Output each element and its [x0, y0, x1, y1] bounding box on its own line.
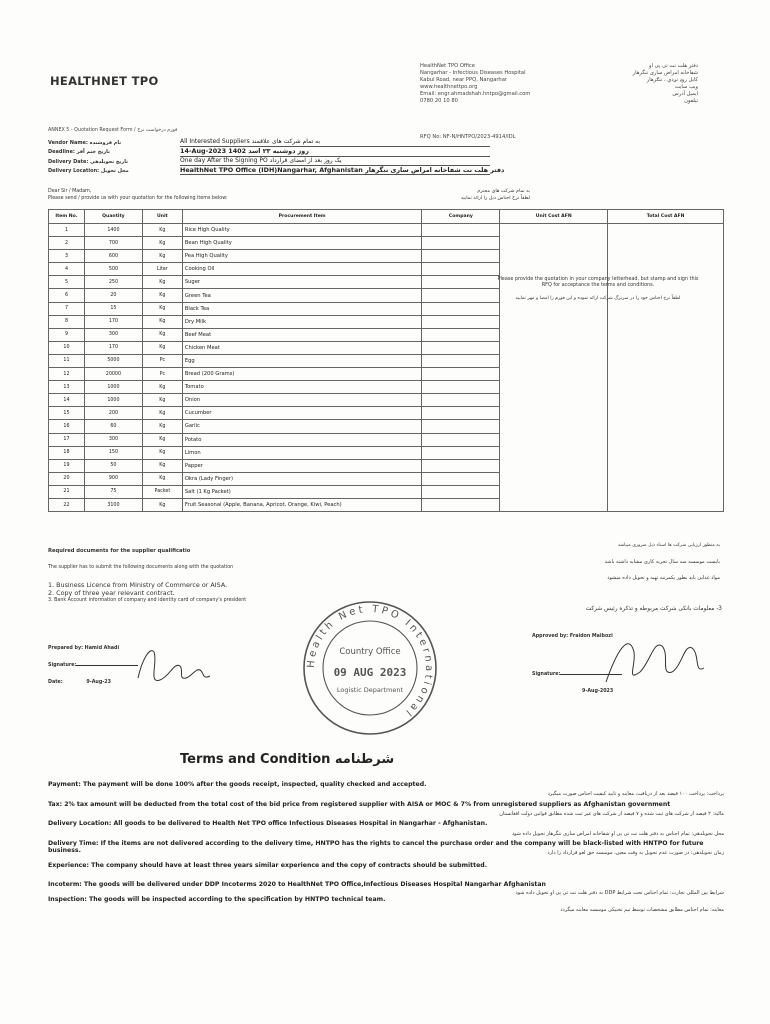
address-line: ویب سایت	[674, 84, 698, 90]
address-line: دفتر هلت نت تی پی او	[648, 63, 698, 69]
item-number-cell: 20	[49, 472, 85, 485]
delivery-location-label: Delivery Location: محل تحویل	[48, 167, 129, 174]
item-description-cell: Egg	[182, 354, 422, 367]
quantity-cell: 170	[84, 341, 142, 354]
payment-term-dari: پرداخت: پرداخت ۱۰۰ فیصد بعد از دریافت، معاینه و تایید کیفیت اجناس صورت میگیرد	[547, 791, 724, 797]
item-number-cell: 21	[49, 485, 85, 498]
address-english	[420, 63, 550, 105]
column-header: Unit	[142, 210, 182, 224]
rfq-reference: RFQ No: NF-N/HNTPO/2023-4914/IDL	[420, 134, 516, 140]
address-line: شفاخانه امراض ساری ننگرهار	[632, 70, 698, 76]
item-description-cell: Garlic	[182, 420, 422, 433]
company-cell[interactable]	[422, 263, 500, 276]
company-cell[interactable]	[422, 472, 500, 485]
quantity-cell: 150	[84, 446, 142, 459]
delivery-location-field[interactable]: HealthNet TPO Office (IDH)Nangarhar, Afghanistan دفتر هلت نت شفاخانه امراض ساری ننگرهار	[180, 165, 505, 174]
unit-cell: Kg	[142, 224, 182, 237]
address-line: کابل روډ نږدې ، ننګرهار	[646, 77, 698, 83]
item-description-cell: Pea High Quality	[182, 250, 422, 263]
item-description-cell: Okra (Lady Finger)	[182, 472, 422, 485]
company-cell[interactable]	[422, 289, 500, 302]
tax-term: Tax: 2% tax amount will be deducted from the total cost of the bid price from registered supplier with AISA or MOC & 7% from unregistered suppliers as Afghanistan government	[48, 801, 671, 808]
quantity-cell: 500	[84, 263, 142, 276]
country-office-stamp	[300, 598, 440, 738]
website-link[interactable]: www.healthnettpo.org	[420, 84, 478, 90]
company-cell[interactable]	[422, 394, 500, 407]
quantity-cell: 300	[84, 433, 142, 446]
quantity-cell: 3100	[84, 498, 142, 511]
item-number-cell: 12	[49, 368, 85, 381]
unit-cell: Kg	[142, 498, 182, 511]
meta-labels	[48, 139, 168, 176]
unit-cell: Kg	[142, 407, 182, 420]
quantity-cell: 20000	[84, 368, 142, 381]
item-description-cell: Potato	[182, 433, 422, 446]
unit-cell: Kg	[142, 315, 182, 328]
item-number-cell: 2	[49, 237, 85, 250]
item-number-cell: 18	[49, 446, 85, 459]
item-description-cell: Rice High Quality	[182, 224, 422, 237]
company-cell[interactable]	[422, 485, 500, 498]
quantity-cell: 60	[84, 420, 142, 433]
company-cell[interactable]	[422, 381, 500, 394]
company-cell[interactable]	[422, 498, 500, 511]
date-value: 9-Aug-2023	[582, 689, 614, 694]
meta-values	[180, 138, 505, 175]
delivery-date-field[interactable]: One day After the Signing PO یک روز بعد از امضای قرارداد	[180, 157, 490, 166]
company-cell[interactable]	[422, 433, 500, 446]
stamp-date: 09 AUG 2023	[333, 666, 407, 679]
table-row	[49, 224, 724, 237]
quantity-cell: 250	[84, 276, 142, 289]
item-description-cell: Chicken Meat	[182, 341, 422, 354]
salutation-line: Please send / provide us with your quotation for the following items below:	[48, 196, 228, 201]
delivery-time-term: Delivery Time: If the items are not delivered according to the delivery time, HNTPO has the rights to cancel the purchase order and the company will be black-listed with HNTPO for future business.	[48, 840, 704, 854]
address-line: تیلفون	[684, 98, 698, 104]
item-number-cell: 22	[49, 498, 85, 511]
stamp-ring-text: Health Net TPO International	[305, 603, 435, 720]
inspection-term: Inspection: The goods will be inspected according to the specification by HNTPO technical team.	[48, 896, 386, 903]
delivery-location-term: Delivery Location: All goods to be delivered to Health Net TPO office Infectious Diseases Hospital in Nangarhar - Afghanistan.	[48, 820, 488, 827]
salutation-dari	[400, 188, 530, 202]
item-number-cell: 9	[49, 328, 85, 341]
date-label: Date:	[48, 680, 63, 685]
approved-by-label: Approved by: Fraidon Maibozi	[532, 634, 613, 639]
item-number-cell: 6	[49, 289, 85, 302]
company-cell[interactable]	[422, 250, 500, 263]
logo-text: HEALTHNET TPO	[50, 74, 159, 88]
item-number-cell: 11	[49, 354, 85, 367]
signature-scribble-left	[130, 640, 220, 695]
quantity-cell: 50	[84, 459, 142, 472]
phone-number: 0780 20 10 80	[420, 98, 458, 104]
item-number-cell: 14	[49, 394, 85, 407]
company-cell[interactable]	[422, 368, 500, 381]
salutation-line: Dear Sir / Madam,	[48, 189, 92, 194]
company-cell[interactable]	[422, 224, 500, 237]
unit-cell: Kg	[142, 289, 182, 302]
unit-cell: Kg	[142, 250, 182, 263]
item-description-cell: Salt (1 Kg Packet)	[182, 485, 422, 498]
incoterm-term: Incoterm: The goods will be delivered under DDP Incoterms 2020 to HealthNet TPO Office,Infectious Diseases Hospital Nangarhar Afghanistan	[48, 881, 546, 888]
item-description-cell: Black Tea	[182, 302, 422, 315]
salutation	[48, 188, 227, 202]
unit-cell: Kg	[142, 341, 182, 354]
salutation-line: به تمام شرکت های محترم	[477, 189, 530, 194]
unit-cell: Kg	[142, 302, 182, 315]
quantity-cell: 700	[84, 237, 142, 250]
date-value: 9-Aug-23	[86, 680, 111, 685]
unit-cell: Kg	[142, 472, 182, 485]
item-number-cell: 1	[49, 224, 85, 237]
incoterm-term-dari: شرایط بین المللی تجارت: تمام اجناس تحت شرایط DDP به دفتر هلت نت تی پی او تحویل داده شود	[515, 890, 724, 896]
column-header: Company	[422, 210, 500, 224]
item-number-cell: 5	[49, 276, 85, 289]
company-cell[interactable]	[422, 237, 500, 250]
item-description-cell: Papper	[182, 459, 422, 472]
quantity-cell: 1000	[84, 394, 142, 407]
item-description-cell: Dry Milk	[182, 315, 422, 328]
letterhead-note-dari: لطفاً نرخ اجناس خود را در سربرگ شرکت ارائه نموده و این فورم را امضا و مهر نمایید	[515, 296, 681, 301]
item-description-cell: Fruit Seasonal (Apple, Banana, Apricot, Orange, Kiwi, Peach)	[182, 498, 422, 511]
required-docs-intro: The supplier has to submit the following documents along with the quotation	[48, 565, 234, 570]
item-description-cell: Cooking Oil	[182, 263, 422, 276]
vendor-name-label: Vendor Name: نام فروشنده	[48, 140, 122, 146]
required-docs-title: Required documents for the supplier qualificatio	[48, 548, 191, 554]
item-number-cell: 16	[49, 420, 85, 433]
quantity-cell: 200	[84, 407, 142, 420]
item-description-cell: Onion	[182, 394, 422, 407]
prepared-by-label: Prepared by: Hamid Ahadi	[48, 646, 120, 651]
quantity-cell: 900	[84, 472, 142, 485]
company-cell[interactable]	[422, 459, 500, 472]
letterhead-note: Please provide the quotation in your company letterhead, but stamp and sign this RFQ for acceptance the terms and conditions.	[497, 276, 699, 289]
experience-term: Experience: The company should have at least three years similar experience and the copy of contracts should be submitted.	[48, 862, 488, 869]
column-header: Item No.	[49, 210, 85, 224]
stamp-department: Logistic Department	[336, 686, 404, 694]
list-item: 1. Business Licence from Ministry of Commerce or AISA.	[48, 581, 228, 589]
unit-cell: Kg	[142, 420, 182, 433]
item-description-cell: Tomato	[182, 381, 422, 394]
experience-requirement-dari: بایست موسسه سه سال تجربه کاری مشابه داشته باشد	[604, 559, 720, 565]
list-item: 2. Copy of three year relevant contract.	[48, 589, 175, 598]
item-description-cell: Limon	[182, 446, 422, 459]
unit-cell: Packet	[142, 485, 182, 498]
total-cost-cell[interactable]	[608, 224, 724, 512]
company-cell[interactable]	[422, 420, 500, 433]
signature-label: Signature:	[532, 672, 561, 677]
quantity-cell: 75	[84, 485, 142, 498]
payment-term: Payment: The payment will be done 100% after the goods receipt, inspected, quality checked and accepted.	[48, 781, 427, 788]
address-line: Kabul Road, near PPQ, Nangarhar	[420, 77, 508, 83]
item-number-cell: 8	[49, 315, 85, 328]
item-number-cell: 7	[49, 302, 85, 315]
item-number-cell: 13	[49, 381, 85, 394]
company-cell[interactable]	[422, 446, 500, 459]
quantity-cell: 170	[84, 315, 142, 328]
item-number-cell: 15	[49, 407, 85, 420]
salutation-line: لطفاً نرخ اجناس ذیل را ارائه نمایید	[460, 196, 530, 201]
stamp-office: Country Office	[339, 647, 401, 657]
quantity-cell: 15	[84, 302, 142, 315]
deadline-field[interactable]: 14-Aug-2023 1402 روز دوشنبه ۲۳ اسد	[180, 147, 490, 156]
unit-cell: Kg	[142, 381, 182, 394]
item-number-cell: 10	[49, 341, 85, 354]
column-header: Procurement Item	[182, 210, 422, 224]
quantity-cell: 20	[84, 289, 142, 302]
table-header-row	[49, 210, 724, 224]
column-header: Unit Cost AFN	[500, 210, 608, 224]
unit-cell: Kg	[142, 433, 182, 446]
company-cell[interactable]	[422, 354, 500, 367]
address-dari	[588, 63, 698, 105]
quantity-cell: 300	[84, 328, 142, 341]
unit-cell: Kg	[142, 276, 182, 289]
item-number-cell: 4	[49, 263, 85, 276]
company-cell[interactable]	[422, 407, 500, 420]
unit-cell: Kg	[142, 237, 182, 250]
delivery-time-term-dari: زمان تحویلدهی: در صورت عدم تحویل به وقت معین، موسسه حق لغو قرارداد را دارد	[547, 850, 724, 856]
vendor-name-field[interactable]: All Interested Suppliers به تمام شرکت های علاقمند	[180, 138, 490, 147]
unit-cell: Kg	[142, 328, 182, 341]
address-line: ایمیل آدرس	[672, 91, 698, 97]
item-number-cell: 17	[49, 433, 85, 446]
company-cell[interactable]	[422, 341, 500, 354]
quantity-cell: 5000	[84, 354, 142, 367]
company-cell[interactable]	[422, 315, 500, 328]
unit-cost-cell[interactable]	[500, 224, 608, 512]
unit-cell: Pc	[142, 368, 182, 381]
list-item: 3. Bank Account information of company and identity card of company's president	[48, 598, 247, 604]
signature-scribble-right	[600, 632, 710, 692]
item-number-cell: 19	[49, 459, 85, 472]
healthnet-logo	[50, 74, 159, 88]
item-description-cell: Cucumber	[182, 407, 422, 420]
signature-label: Signature:	[48, 663, 77, 668]
unit-cell: Kg	[142, 394, 182, 407]
item-description-cell: Bread (200 Grams)	[182, 368, 422, 381]
unit-cell: Liter	[142, 263, 182, 276]
annex-title: ANNEX 5 - Quotation Request Form / فورم درخواست نرخ	[48, 128, 178, 133]
unit-cell: Kg	[142, 459, 182, 472]
delivery-date-label: Delivery Date: تاریخ تحویلدهی	[48, 158, 128, 165]
company-cell[interactable]	[422, 328, 500, 341]
item-description-cell: Suger	[182, 276, 422, 289]
tax-term-dari: مالیه: ۲ فیصد از شرکت های ثبت شده و ۷ فیصد از شرکت های غیر ثبت شده مطابق قوانین دولت افغانستان	[499, 811, 724, 817]
company-cell[interactable]	[422, 302, 500, 315]
item-description-cell: Green Tea	[182, 289, 422, 302]
unit-cell: Kg	[142, 446, 182, 459]
procurement-items-table	[48, 209, 724, 512]
email-link[interactable]: Email: engr.ahmadshah.hntpo@gmail.com	[420, 91, 531, 97]
item-description-cell: Beef Meat	[182, 328, 422, 341]
column-header: Quantity	[84, 210, 142, 224]
column-header: Total Cost AFN	[608, 210, 724, 224]
inspection-term-dari: معاینه: تمام اجناس مطابق مشخصات توسط تیم تخنیکی موسسه معاینه میگردد	[560, 907, 724, 913]
quantity-cell: 1000	[84, 381, 142, 394]
required-docs-list	[48, 581, 246, 606]
address-line: Nangarhar - Infectious Diseases Hospital	[420, 70, 526, 76]
company-cell[interactable]	[422, 276, 500, 289]
bank-info-requirement-dari: 3- معلومات بانکی شرکت مربوطه و تذکره رئیس شرکت	[585, 606, 722, 612]
terms-title: Terms and Condition شرطنامه	[180, 752, 395, 767]
quantity-cell: 1400	[84, 224, 142, 237]
address-line: HealthNet TPO Office	[420, 63, 475, 69]
item-number-cell: 3	[49, 250, 85, 263]
item-description-cell: Bean High Quality	[182, 237, 422, 250]
delivery-requirement-dari: مواد غذایی باید بطور یکمرتبه تهیه و تحویل داده میشود	[607, 575, 720, 581]
required-docs-dari: به منظور ارزیابی شرکت ها اسناد ذیل ضروری میباشد	[617, 543, 720, 548]
delivery-location-term-dari: محل تحویلدهی: تمام اجناس به دفتر هلت نت تی پی او شفاخانه امراض ساری ننگرهار تحویل داده شود	[511, 831, 724, 837]
unit-cell: Pc	[142, 354, 182, 367]
quantity-cell: 600	[84, 250, 142, 263]
deadline-label: Deadline: تاریخ ختم آفر	[48, 149, 110, 156]
